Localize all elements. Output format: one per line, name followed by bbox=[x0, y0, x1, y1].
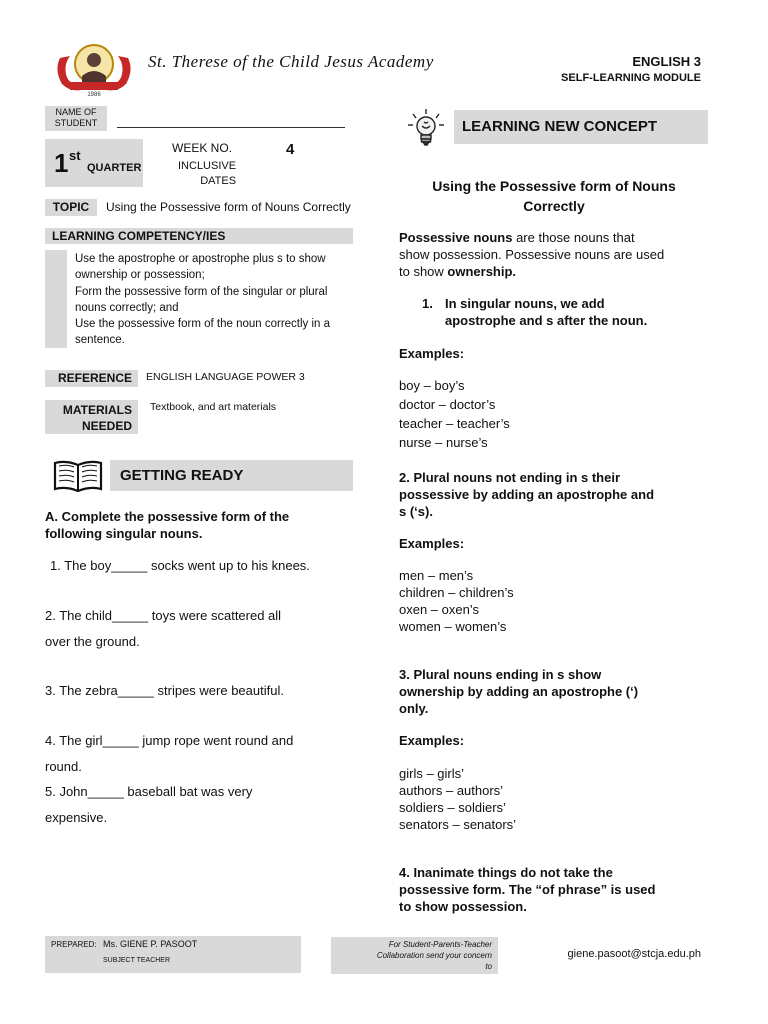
rule-line: apostrophe and s after the noun. bbox=[445, 313, 648, 328]
teacher-email[interactable]: giene.pasoot@stcja.edu.ph bbox=[567, 948, 701, 960]
competency-line: Use the apostrophe or apostrophe plus s to show bbox=[75, 253, 326, 265]
definition-bold: ownership. bbox=[447, 264, 517, 279]
name-label-box bbox=[45, 106, 107, 131]
collaboration-box bbox=[331, 937, 498, 974]
prepared-role: SUBJECT TEACHER bbox=[103, 957, 171, 964]
exercise-item-1: 1. The boy_____ socks went up to his knees. bbox=[50, 558, 310, 573]
prepared-box bbox=[45, 936, 301, 973]
definition-term: Possessive nouns bbox=[399, 230, 513, 245]
exercise-line: 4. The girl_____ jump rope went round and bbox=[45, 733, 294, 748]
inclusive-dates-label bbox=[178, 159, 236, 189]
example-item: girls – girls’ bbox=[399, 766, 465, 781]
example-item: authors – authors’ bbox=[399, 783, 504, 798]
definition-text: to show bbox=[399, 264, 448, 279]
example-item: senators – senators’ bbox=[399, 817, 517, 832]
quarter-number: 1 bbox=[54, 148, 69, 178]
exercise-line: 5. John_____ baseball bat was very bbox=[45, 784, 253, 799]
concept-heading bbox=[399, 176, 709, 216]
module-title: SELF-LEARNING MODULE bbox=[561, 72, 701, 84]
rule-line: to show possession. bbox=[399, 899, 527, 914]
exercise-line: expensive. bbox=[45, 809, 108, 825]
example-item: soldiers – soldiers’ bbox=[399, 800, 506, 815]
exercise-line: round. bbox=[45, 758, 82, 774]
materials-label bbox=[45, 400, 138, 434]
school-seal-logo bbox=[52, 40, 136, 98]
rule-1-number: 1. bbox=[422, 296, 433, 311]
example-item: men – men’s bbox=[399, 568, 474, 583]
inclusive-line1: INCLUSIVE bbox=[178, 160, 237, 172]
example-item: children – children’s bbox=[399, 585, 514, 600]
competency-line: sentence. bbox=[75, 334, 125, 347]
rule-line: only. bbox=[399, 701, 429, 716]
rule-3 bbox=[399, 666, 719, 717]
collab-line: Collaboration send your concern bbox=[376, 951, 492, 960]
rule-line: s (‘s). bbox=[399, 504, 433, 519]
subject-block bbox=[561, 54, 701, 86]
examples-label: Examples: bbox=[399, 733, 465, 748]
competency-label: LEARNING COMPETENCY/IES bbox=[45, 228, 353, 244]
definition-text: are those nouns that bbox=[512, 230, 635, 245]
materials-label-line1: MATERIALS bbox=[62, 403, 132, 417]
new-concept-title: LEARNING NEW CONCEPT bbox=[454, 110, 708, 144]
open-book-icon bbox=[52, 458, 104, 494]
exercise-line: 2. The child_____ toys were scattered all bbox=[45, 608, 282, 623]
definition-text: show possession. Possessive nouns are used bbox=[399, 247, 665, 262]
examples-list-3 bbox=[399, 765, 516, 833]
competency-line: ownership or possession; bbox=[75, 269, 205, 282]
prepared-name: Ms. GIENE P. PASOOT bbox=[103, 939, 198, 949]
materials-value: Textbook, and art materials bbox=[150, 401, 277, 413]
rule-1 bbox=[445, 295, 725, 329]
materials-label-line2: NEEDED bbox=[81, 419, 132, 433]
student-name-field[interactable] bbox=[117, 127, 345, 128]
examples-label: Examples: bbox=[399, 346, 465, 361]
concept-heading-line2: Correctly bbox=[523, 198, 585, 214]
quarter-label: QUARTER bbox=[87, 162, 142, 174]
exercise-item-3: 3. The zebra_____ stripes were beautiful. bbox=[45, 683, 284, 698]
example-item: boy – boy’s bbox=[399, 378, 465, 393]
reference-value: ENGLISH LANGUAGE POWER 3 bbox=[146, 371, 305, 383]
topic-label: TOPIC bbox=[45, 199, 97, 216]
rule-line: possessive form. The “of phrase” is used bbox=[399, 882, 656, 897]
example-item: doctor – doctor’s bbox=[399, 397, 496, 412]
competency-line: Use the possessive form of the noun correctly in a bbox=[75, 318, 331, 331]
examples-label: Examples: bbox=[399, 536, 465, 551]
rule-line: ownership by adding an apostrophe (‘) bbox=[399, 684, 639, 699]
competency-side-bar bbox=[45, 250, 67, 348]
example-item: teacher – teacher’s bbox=[399, 416, 510, 431]
week-value: 4 bbox=[286, 141, 295, 158]
school-name: St. Therese of the Child Jesus Academy bbox=[148, 52, 434, 71]
examples-list-2 bbox=[399, 567, 514, 635]
possessive-definition bbox=[399, 229, 719, 280]
collab-line: For Student-Parents-Teacher bbox=[388, 940, 492, 949]
topic-value: Using the Possessive form of Nouns Correctly bbox=[106, 200, 351, 214]
prepared-label: PREPARED: bbox=[51, 940, 97, 949]
week-label: WEEK NO. bbox=[172, 141, 233, 155]
subject-title: ENGLISH 3 bbox=[632, 54, 701, 69]
competency-list bbox=[75, 251, 355, 349]
rule-line: possessive by adding an apostrophe and bbox=[399, 487, 655, 502]
rule-2 bbox=[399, 469, 719, 520]
example-item: women – women’s bbox=[399, 619, 507, 634]
competency-line: nouns correctly; and bbox=[75, 301, 179, 314]
collab-line: to bbox=[485, 962, 492, 971]
example-item: oxen – oxen’s bbox=[399, 602, 479, 617]
example-item: nurse – nurse’s bbox=[399, 435, 488, 450]
rule-line: 4. Inanimate things do not take the bbox=[399, 865, 613, 880]
reference-label: REFERENCE bbox=[45, 370, 138, 387]
rule-4 bbox=[399, 864, 719, 915]
rule-line: 3. Plural nouns ending in s show bbox=[399, 667, 602, 682]
concept-heading-line1: Using the Possessive form of Nouns bbox=[432, 178, 676, 194]
instruction-line2: following singular nouns. bbox=[45, 526, 203, 541]
getting-ready-instruction bbox=[45, 508, 289, 542]
quarter-suffix: st bbox=[69, 148, 81, 163]
instruction-line1: A. Complete the possessive form of the bbox=[45, 509, 290, 524]
examples-list-1 bbox=[399, 376, 510, 452]
rule-line: 2. Plural nouns not ending in s their bbox=[399, 470, 621, 485]
getting-ready-title: GETTING READY bbox=[110, 460, 353, 491]
inclusive-line2: DATES bbox=[200, 175, 237, 187]
exercise-item-2 bbox=[45, 603, 281, 654]
lightbulb-icon bbox=[406, 108, 446, 148]
name-label-line2: STUDENT bbox=[54, 118, 98, 128]
exercise-line: over the ground. bbox=[45, 633, 140, 649]
exercise-item-4-5 bbox=[45, 728, 293, 830]
competency-line: Form the possessive form of the singular or plural bbox=[75, 285, 328, 298]
rule-line: In singular nouns, we add bbox=[445, 296, 605, 311]
seal-year: 1986 bbox=[87, 92, 101, 98]
quarter-box bbox=[45, 139, 143, 187]
name-label-line1: NAME OF bbox=[55, 107, 97, 117]
